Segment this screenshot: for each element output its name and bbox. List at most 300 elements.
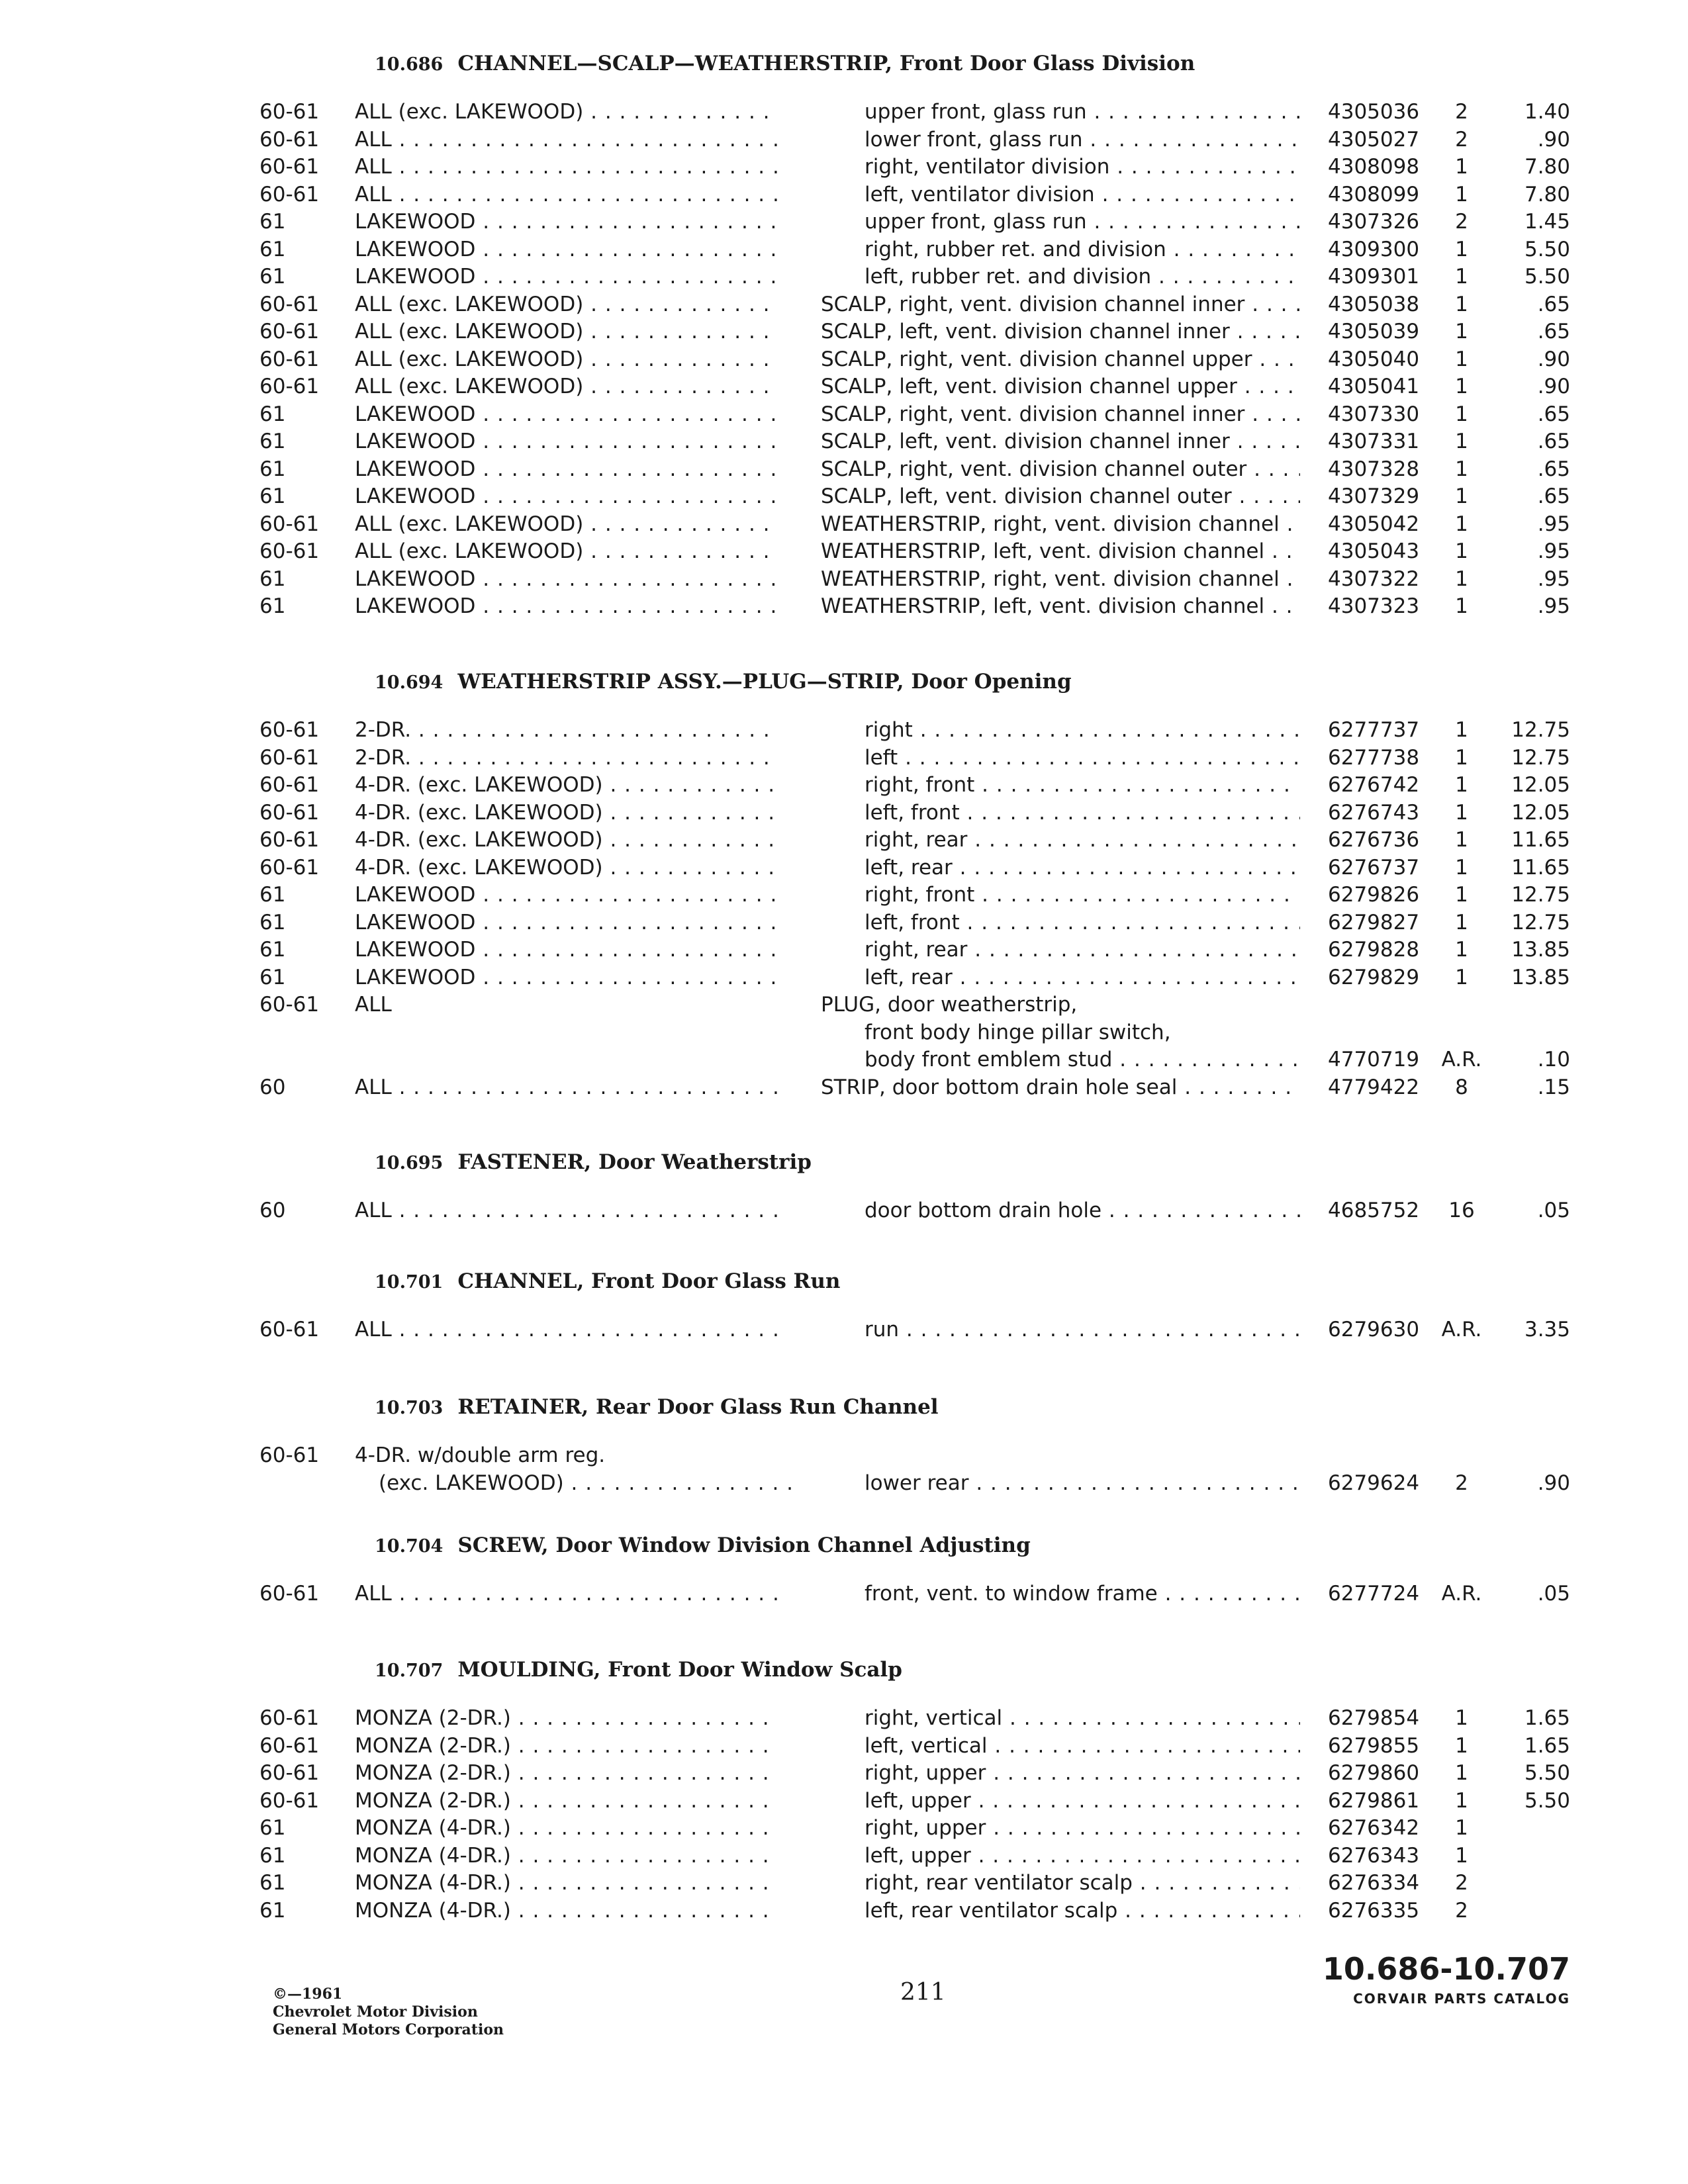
quantity: 1	[1455, 1816, 1468, 1840]
parts-row	[0, 1019, 1688, 1046]
model-year: 61	[259, 1816, 286, 1840]
parts-row	[0, 565, 1688, 593]
group-number: 10.694	[375, 672, 444, 693]
list-price: 5.50	[1524, 265, 1570, 289]
parts-row	[0, 236, 1688, 263]
part-number: 4305039	[1328, 320, 1420, 343]
group-title: CHANNEL—SCALP—WEATHERSTRIP, Front Door Glass Division	[457, 52, 1196, 75]
group-title: CHANNEL, Front Door Glass Run	[457, 1269, 841, 1293]
model-year: 61	[259, 1843, 286, 1868]
model-application: LAKEWOOD . . .	[355, 909, 778, 936]
parts-row	[0, 1580, 1688, 1608]
quantity: 1	[1455, 237, 1468, 261]
list-price: 5.50	[1524, 237, 1570, 261]
model-application: ALL . . .	[355, 1580, 778, 1608]
model-year: 60	[259, 1075, 286, 1099]
model-application: LAKEWOOD . . .	[355, 400, 778, 428]
model-application: ALL (exc. LAKEWOOD) . . .	[355, 537, 778, 565]
part-description: left, vertical . . .	[865, 1732, 1300, 1760]
quantity: 1	[1455, 430, 1468, 453]
model-year: 60-61	[259, 855, 320, 880]
part-number: 4307328	[1328, 457, 1420, 481]
list-price: .65	[1537, 484, 1570, 508]
quantity: 1	[1455, 938, 1468, 962]
group-range: 10.686-10.707	[1322, 1951, 1570, 1987]
model-year: 60-61	[259, 1733, 320, 1758]
model-application: ALL (exc. LAKEWOOD) . . .	[355, 510, 778, 538]
part-description: lower front, glass run . . .	[865, 126, 1300, 154]
parts-row	[0, 826, 1688, 854]
part-description: STRIP, door bottom drain hole seal . . .	[821, 1073, 1300, 1101]
quantity: 1	[1455, 512, 1468, 536]
part-description: front body hinge pillar switch,	[865, 1020, 1171, 1044]
parts-row	[0, 153, 1688, 181]
parts-row	[0, 909, 1688, 936]
part-number: 6277738	[1328, 745, 1420, 770]
list-price: .10	[1537, 1048, 1570, 1071]
part-description: SCALP, left, vent. division channel inner . . .	[821, 318, 1300, 345]
part-description: right, rear . . .	[865, 936, 1300, 964]
list-price: 12.75	[1511, 718, 1570, 742]
part-description: left, rear . . .	[865, 964, 1300, 991]
model-application: 4-DR. w/double arm reg.	[355, 1443, 606, 1467]
section-title	[375, 1150, 812, 1174]
catalog-reference	[1323, 1951, 1570, 2007]
quantity: 1	[1455, 539, 1468, 563]
parts-row	[0, 428, 1688, 455]
model-year: 61	[259, 265, 286, 289]
list-price: 12.05	[1511, 773, 1570, 797]
part-number: 6276334	[1328, 1871, 1420, 1895]
parts-row	[0, 991, 1688, 1019]
model-application: ALL . . .	[355, 1073, 778, 1101]
model-year: 60-61	[259, 1706, 320, 1730]
model-application: LAKEWOOD . . .	[355, 482, 778, 510]
part-number: 6279826	[1328, 883, 1420, 907]
list-price: 12.75	[1511, 745, 1570, 770]
list-price: .65	[1537, 292, 1570, 316]
list-price: 13.85	[1511, 938, 1570, 962]
model-application: LAKEWOOD . . .	[355, 964, 778, 991]
quantity: 1	[1455, 484, 1468, 508]
model-year: 60-61	[259, 1582, 320, 1606]
quantity: 1	[1455, 1788, 1468, 1813]
publisher-division: Chevrolet Motor Division	[273, 2003, 478, 2021]
part-number: 6279861	[1328, 1788, 1420, 1813]
model-application: LAKEWOOD . . .	[355, 881, 778, 909]
parts-row	[0, 1704, 1688, 1732]
part-number: 4307329	[1328, 484, 1420, 508]
part-description: upper front, glass run . . .	[865, 208, 1300, 236]
part-number: 4305041	[1328, 375, 1420, 398]
parts-row	[0, 744, 1688, 772]
parts-row	[0, 1073, 1688, 1101]
quantity: 1	[1455, 1733, 1468, 1758]
part-description: right, rubber ret. and division . . .	[865, 236, 1300, 263]
part-description: lower rear . . .	[865, 1469, 1300, 1497]
model-application: ALL	[355, 993, 392, 1017]
parts-row	[0, 181, 1688, 208]
part-description: door bottom drain hole . . .	[865, 1197, 1300, 1224]
part-description: SCALP, right, vent. division channel inner . . .	[821, 291, 1300, 318]
model-application: 2-DR. . . .	[355, 744, 778, 772]
model-year: 60-61	[259, 182, 320, 206]
part-description: WEATHERSTRIP, right, vent. division channel . . .	[821, 565, 1300, 593]
list-price: .95	[1537, 539, 1570, 563]
part-number: 4307330	[1328, 402, 1420, 426]
part-number: 4308098	[1328, 155, 1420, 179]
list-price: .05	[1537, 1199, 1570, 1222]
part-description: left, rear ventilator scalp . . .	[865, 1897, 1300, 1925]
list-price: .65	[1537, 402, 1570, 426]
model-application: LAKEWOOD . . .	[355, 592, 778, 620]
part-description: SCALP, left, vent. division channel inner . . .	[821, 428, 1300, 455]
model-application: LAKEWOOD . . .	[355, 236, 778, 263]
model-application: ALL . . .	[355, 153, 778, 181]
part-description: right, upper . . .	[865, 1759, 1300, 1787]
part-number: 6276743	[1328, 800, 1420, 825]
model-application: MONZA (4-DR.) . . .	[355, 1814, 778, 1842]
part-number: 4309301	[1328, 265, 1420, 289]
model-application: ALL . . .	[355, 1197, 778, 1224]
part-number: 6279624	[1328, 1471, 1420, 1495]
group-number: 10.703	[375, 1398, 444, 1418]
quantity: 1	[1455, 567, 1468, 591]
part-description: body front emblem stud . . .	[865, 1046, 1300, 1073]
model-year: 60-61	[259, 718, 320, 742]
quantity: 1	[1455, 883, 1468, 907]
part-number: 4305027	[1328, 127, 1420, 152]
model-application: LAKEWOOD . . .	[355, 565, 778, 593]
list-price: .05	[1537, 1582, 1570, 1606]
group-number: 10.686	[375, 54, 444, 75]
model-application: 2-DR. . . .	[355, 716, 778, 744]
model-application: MONZA (4-DR.) . . .	[355, 1869, 778, 1897]
parts-row	[0, 964, 1688, 991]
parts-row	[0, 716, 1688, 744]
quantity: 2	[1455, 1471, 1468, 1495]
group-number: 10.707	[375, 1661, 444, 1681]
parts-row	[0, 592, 1688, 620]
model-year: 60-61	[259, 292, 320, 316]
parts-row	[0, 455, 1688, 483]
part-description: left . . .	[865, 744, 1300, 772]
part-description: WEATHERSTRIP, left, vent. division channel . . .	[821, 537, 1300, 565]
model-year: 60-61	[259, 993, 320, 1017]
part-number: 6277737	[1328, 718, 1420, 742]
list-price: 1.45	[1524, 210, 1570, 234]
quantity: 1	[1455, 828, 1468, 852]
part-description: right, front . . .	[865, 771, 1300, 799]
part-description: left, upper . . .	[865, 1842, 1300, 1870]
part-number: 4307323	[1328, 594, 1420, 618]
list-price: 11.65	[1511, 855, 1570, 880]
parts-row	[0, 1441, 1688, 1469]
model-year: 61	[259, 594, 286, 618]
part-description: left, upper . . .	[865, 1787, 1300, 1815]
part-number: 6276736	[1328, 828, 1420, 852]
list-price: .65	[1537, 430, 1570, 453]
part-description: left, rear . . .	[865, 854, 1300, 882]
quantity: A.R.	[1441, 1048, 1482, 1071]
model-application: LAKEWOOD . . .	[355, 936, 778, 964]
parts-row	[0, 1316, 1688, 1343]
model-application: 4-DR. (exc. LAKEWOOD) . . .	[355, 799, 778, 827]
part-number: 4307331	[1328, 430, 1420, 453]
parts-row	[0, 936, 1688, 964]
model-year: 60-61	[259, 1443, 320, 1467]
parts-row	[0, 291, 1688, 318]
list-price: 5.50	[1524, 1788, 1570, 1813]
part-number: 4307326	[1328, 210, 1420, 234]
list-price: .90	[1537, 127, 1570, 152]
part-description: left, front . . .	[865, 799, 1300, 827]
model-year: 60	[259, 1199, 286, 1222]
part-description: SCALP, left, vent. division channel outer . . .	[821, 482, 1300, 510]
model-year: 60-61	[259, 828, 320, 852]
group-title: RETAINER, Rear Door Glass Run Channel	[457, 1395, 939, 1419]
quantity: 1	[1455, 855, 1468, 880]
list-price: 13.85	[1511, 965, 1570, 989]
section-title	[375, 1658, 902, 1682]
list-price: 7.80	[1524, 182, 1570, 206]
model-application: ALL . . .	[355, 126, 778, 154]
model-year: 61	[259, 484, 286, 508]
list-price: .15	[1537, 1075, 1570, 1099]
part-number: 6279854	[1328, 1706, 1420, 1730]
parts-row	[0, 1732, 1688, 1760]
model-year: 60-61	[259, 375, 320, 398]
part-description: run . . .	[865, 1316, 1300, 1343]
list-price: 3.35	[1524, 1318, 1570, 1342]
list-price: .95	[1537, 567, 1570, 591]
model-year: 60-61	[259, 745, 320, 770]
part-number: 4779422	[1328, 1075, 1420, 1099]
part-number: 4305042	[1328, 512, 1420, 536]
model-year: 61	[259, 1898, 286, 1923]
part-number: 6279829	[1328, 965, 1420, 989]
list-price: 11.65	[1511, 828, 1570, 852]
part-description: right, vertical . . .	[865, 1704, 1300, 1732]
quantity: 1	[1455, 265, 1468, 289]
part-description: WEATHERSTRIP, left, vent. division channel . . .	[821, 592, 1300, 620]
part-number: 4770719	[1328, 1048, 1420, 1071]
quantity: 16	[1448, 1199, 1475, 1222]
publisher-block	[273, 1985, 504, 2039]
part-number: 6279828	[1328, 938, 1420, 962]
quantity: 1	[1455, 1761, 1468, 1785]
part-description: SCALP, right, vent. division channel upper . . .	[821, 345, 1300, 373]
list-price: 12.75	[1511, 883, 1570, 907]
parts-row	[0, 1787, 1688, 1815]
group-title: SCREW, Door Window Division Channel Adjusting	[457, 1533, 1031, 1557]
model-application: MONZA (4-DR.) . . .	[355, 1897, 778, 1925]
parts-row	[0, 1046, 1688, 1073]
part-number: 6279860	[1328, 1761, 1420, 1785]
model-year: 60-61	[259, 1788, 320, 1813]
parts-row	[0, 98, 1688, 126]
parts-row	[0, 854, 1688, 882]
part-description: WEATHERSTRIP, right, vent. division channel . . .	[821, 510, 1300, 538]
list-price: .65	[1537, 457, 1570, 481]
part-number: 4685752	[1328, 1199, 1420, 1222]
part-number: 6279630	[1328, 1318, 1420, 1342]
model-year: 60-61	[259, 800, 320, 825]
quantity: 1	[1455, 292, 1468, 316]
part-description: right, upper . . .	[865, 1814, 1300, 1842]
model-application: ALL (exc. LAKEWOOD) . . .	[355, 373, 778, 400]
part-number: 6279855	[1328, 1733, 1420, 1758]
group-number: 10.704	[375, 1536, 444, 1557]
list-price: 1.65	[1524, 1706, 1570, 1730]
quantity: 8	[1455, 1075, 1468, 1099]
model-application: ALL (exc. LAKEWOOD) . . .	[355, 318, 778, 345]
model-year: 60-61	[259, 512, 320, 536]
parts-row	[0, 881, 1688, 909]
quantity: 1	[1455, 910, 1468, 934]
model-application: MONZA (2-DR.) . . .	[355, 1732, 778, 1760]
parts-row	[0, 126, 1688, 154]
model-application: MONZA (4-DR.) . . .	[355, 1842, 778, 1870]
part-description: SCALP, right, vent. division channel outer . . .	[821, 455, 1300, 483]
model-application: LAKEWOOD . . .	[355, 455, 778, 483]
quantity: 1	[1455, 155, 1468, 179]
group-number: 10.701	[375, 1272, 444, 1293]
quantity: 1	[1455, 965, 1468, 989]
model-application: MONZA (2-DR.) . . .	[355, 1704, 778, 1732]
quantity: A.R.	[1441, 1318, 1482, 1342]
part-description: left, ventilator division . . .	[865, 181, 1300, 208]
parts-row	[0, 208, 1688, 236]
model-year: 61	[259, 237, 286, 261]
list-price: 12.05	[1511, 800, 1570, 825]
part-number: 6276737	[1328, 855, 1420, 880]
part-description: right . . .	[865, 716, 1300, 744]
quantity: 1	[1455, 182, 1468, 206]
parts-row	[0, 318, 1688, 345]
model-application: 4-DR. (exc. LAKEWOOD) . . .	[355, 771, 778, 799]
part-number: 4305040	[1328, 347, 1420, 371]
model-year: 61	[259, 910, 286, 934]
parts-row	[0, 482, 1688, 510]
model-application: 4-DR. (exc. LAKEWOOD) . . .	[355, 854, 778, 882]
quantity: 2	[1455, 210, 1468, 234]
model-year: 60-61	[259, 1318, 320, 1342]
quantity: 1	[1455, 320, 1468, 343]
part-number: 6276335	[1328, 1898, 1420, 1923]
catalog-name: CORVAIR PARTS CATALOG	[1353, 1991, 1570, 2007]
section-title	[375, 1269, 840, 1293]
parts-row	[0, 1759, 1688, 1787]
quantity: 1	[1455, 457, 1468, 481]
quantity: 2	[1455, 1898, 1468, 1923]
quantity: 1	[1455, 1706, 1468, 1730]
part-description: left, rubber ret. and division . . .	[865, 263, 1300, 291]
part-description: right, rear ventilator scalp . . .	[865, 1869, 1300, 1897]
model-year: 61	[259, 210, 286, 234]
parts-row	[0, 345, 1688, 373]
part-description: upper front, glass run . . .	[865, 98, 1300, 126]
group-number: 10.695	[375, 1153, 444, 1173]
list-price: .95	[1537, 512, 1570, 536]
parts-row	[0, 771, 1688, 799]
part-description: SCALP, right, vent. division channel inner . . .	[821, 400, 1300, 428]
model-application: ALL (exc. LAKEWOOD) . . .	[355, 345, 778, 373]
quantity: 2	[1455, 100, 1468, 124]
model-application: LAKEWOOD . . .	[355, 263, 778, 291]
model-application: 4-DR. (exc. LAKEWOOD) . . .	[355, 826, 778, 854]
quantity: 1	[1455, 773, 1468, 797]
quantity: 1	[1455, 718, 1468, 742]
list-price: .90	[1537, 375, 1570, 398]
quantity: A.R.	[1441, 1582, 1482, 1606]
model-year: 61	[259, 402, 286, 426]
part-description: front, vent. to window frame . . .	[865, 1580, 1300, 1608]
list-price: 5.50	[1524, 1761, 1570, 1785]
parts-row	[0, 1814, 1688, 1842]
part-number: 4305038	[1328, 292, 1420, 316]
model-year: 60-61	[259, 127, 320, 152]
model-year: 60-61	[259, 320, 320, 343]
quantity: 1	[1455, 1843, 1468, 1868]
model-application: MONZA (2-DR.) . . .	[355, 1787, 778, 1815]
parts-row	[0, 537, 1688, 565]
quantity: 1	[1455, 347, 1468, 371]
model-year: 60-61	[259, 155, 320, 179]
model-application: MONZA (2-DR.) . . .	[355, 1759, 778, 1787]
model-year: 60-61	[259, 347, 320, 371]
quantity: 2	[1455, 127, 1468, 152]
model-year: 61	[259, 938, 286, 962]
group-title: MOULDING, Front Door Window Scalp	[457, 1658, 902, 1682]
quantity: 1	[1455, 375, 1468, 398]
part-description: right, ventilator division . . .	[865, 153, 1300, 181]
part-number: 4309300	[1328, 237, 1420, 261]
part-description: SCALP, left, vent. division channel upper . . .	[821, 373, 1300, 400]
part-number: 4307322	[1328, 567, 1420, 591]
parts-row	[0, 1469, 1688, 1497]
part-number: 6276343	[1328, 1843, 1420, 1868]
parts-row	[0, 1869, 1688, 1897]
section-title	[375, 670, 1072, 694]
model-application: LAKEWOOD . . .	[355, 428, 778, 455]
quantity: 1	[1455, 402, 1468, 426]
list-price: .90	[1537, 1471, 1570, 1495]
parts-row	[0, 510, 1688, 538]
part-number: 6276342	[1328, 1816, 1420, 1840]
section-title	[375, 1533, 1031, 1557]
part-number: 4305043	[1328, 539, 1420, 563]
quantity: 2	[1455, 1871, 1468, 1895]
quantity: 1	[1455, 800, 1468, 825]
model-year: 60-61	[259, 773, 320, 797]
list-price: .90	[1537, 347, 1570, 371]
copyright-line: ©—1961	[273, 1985, 343, 2003]
list-price: .65	[1537, 320, 1570, 343]
model-year: 61	[259, 457, 286, 481]
model-year: 60-61	[259, 1761, 320, 1785]
model-year: 60-61	[259, 100, 320, 124]
parts-row	[0, 799, 1688, 827]
part-number: 6276742	[1328, 773, 1420, 797]
part-description: PLUG, door weatherstrip,	[821, 993, 1078, 1017]
part-number: 6279827	[1328, 910, 1420, 934]
parts-row	[0, 373, 1688, 400]
publisher-corporation: General Motors Corporation	[273, 2021, 504, 2038]
model-year: 61	[259, 567, 286, 591]
model-year: 60-61	[259, 539, 320, 563]
model-application: ALL . . .	[355, 181, 778, 208]
